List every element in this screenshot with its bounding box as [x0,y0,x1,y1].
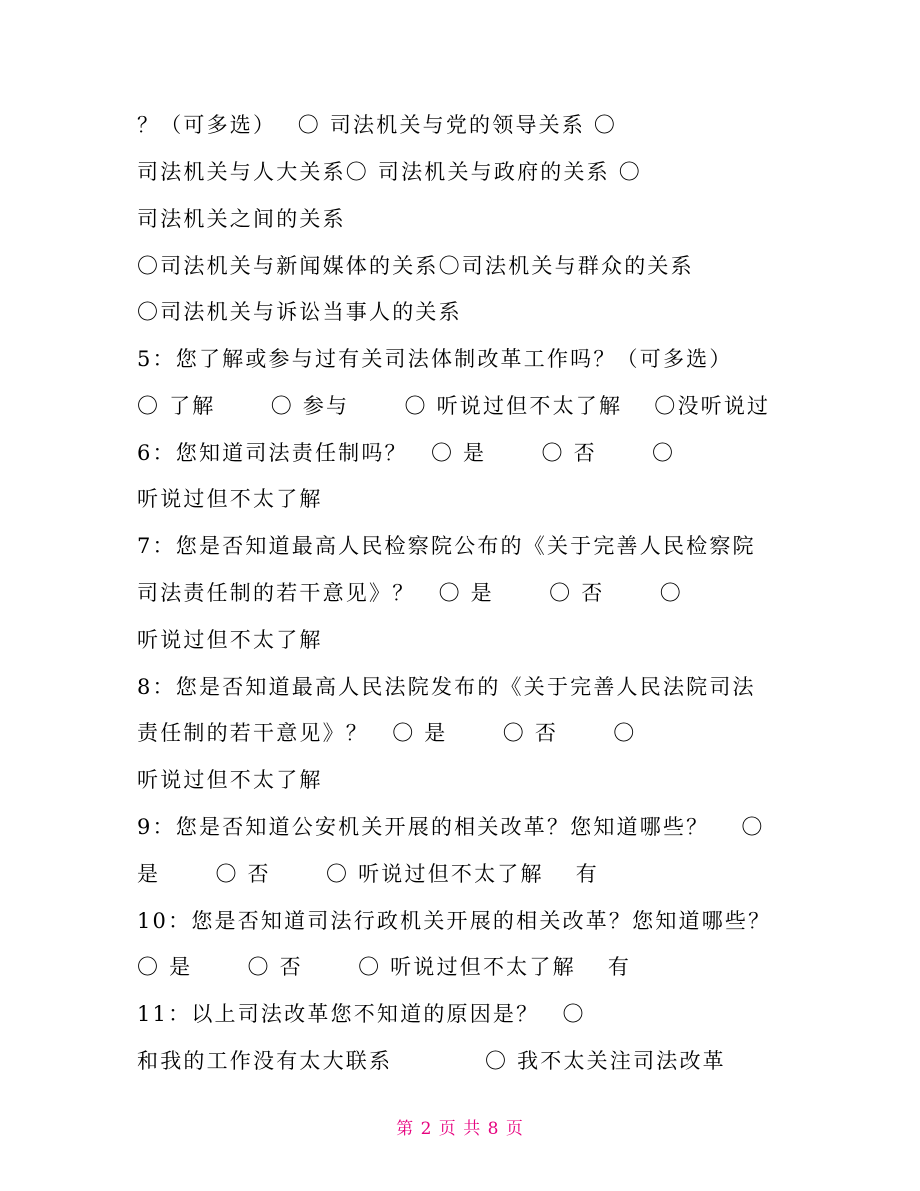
text-line: 〇 是 〇 否 〇 听说过但不太了解 有 [137,955,632,979]
text-line: 5：您了解或参与过有关司法体制改革工作吗？（可多选） [137,347,733,371]
text-line: 听说过但不太了解 [137,628,323,652]
text-line: ？（可多选） 〇 司法机关与党的领导关系 〇 [137,113,618,137]
text-line: 听说过但不太了解 [137,487,323,511]
text-line: 听说过但不太了解 [137,768,323,792]
text-line: 6：您知道司法责任制吗？ 〇 是 〇 否 〇 [137,441,676,465]
text-line: 9：您是否知道公安机关开展的相关改革？您知道哪些？ 〇 [137,815,765,839]
text-line: 责任制的若干意见》？ 〇 是 〇 否 〇 [137,721,637,745]
page-number-footer: 第 2 页 共 8 页 [396,1119,524,1139]
text-line: 司法机关之间的关系 [137,207,346,231]
text-line: 11：以上司法改革您不知道的原因是？ 〇 [137,1002,586,1026]
text-line: 〇司法机关与诉讼当事人的关系 [137,300,462,324]
text-line: 司法机关与人大关系〇 司法机关与政府的关系 〇 [137,160,642,184]
text-line: 和我的工作没有太大联系 〇 我不太关注司法改革 [137,1049,726,1073]
text-line: 〇 了解 〇 参与 〇 听说过但不太了解 〇没听说过 [137,394,771,418]
text-line: 〇司法机关与新闻媒体的关系〇司法机关与群众的关系 [137,254,694,278]
text-line: 司法责任制的若干意见》？ 〇 是 〇 否 〇 [137,581,683,605]
text-line: 7：您是否知道最高人民检察院公布的《关于完善人民检察院 [137,534,756,558]
text-line: 10：您是否知道司法行政机关开展的相关改革？您知道哪些？ [137,909,772,933]
text-line: 8：您是否知道最高人民法院发布的《关于完善人民法院司法 [137,675,756,699]
text-line: 是 〇 否 〇 听说过但不太了解 有 [137,862,599,886]
